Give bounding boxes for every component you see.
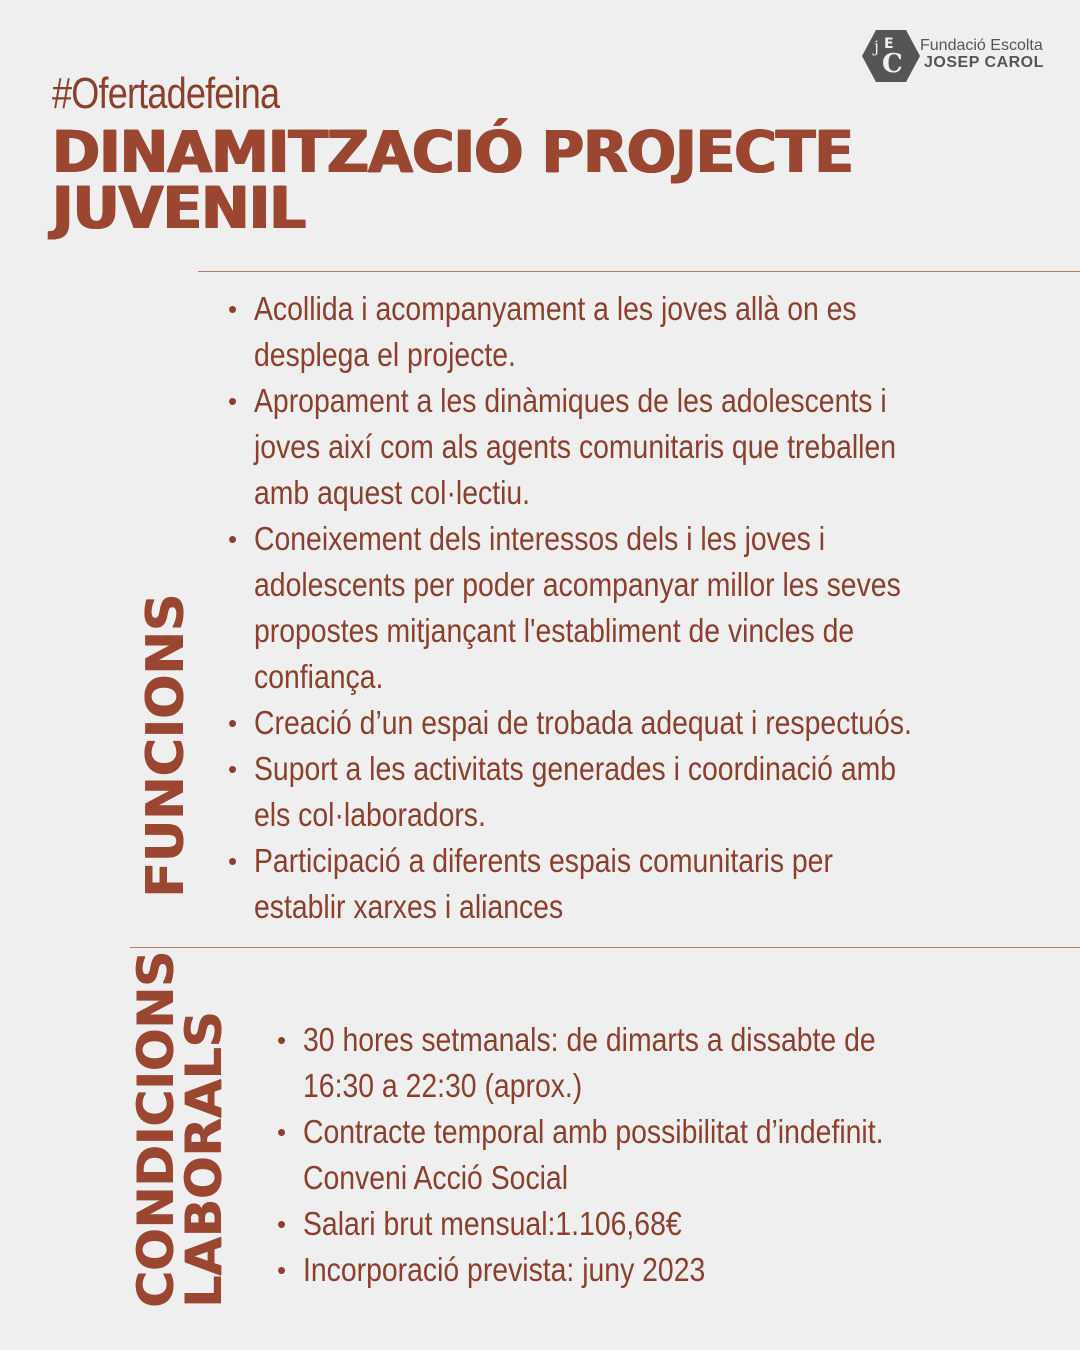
- list-item-line: Participació a diferents espais comunitaris per: [254, 842, 833, 879]
- funcions-list: [228, 286, 1048, 930]
- condicions-label: [127, 951, 233, 1308]
- jec-logo-icon: [862, 28, 920, 84]
- list-item: [228, 378, 1048, 516]
- list-item-line: Suport a les activitats generades i coordinació amb: [254, 750, 897, 787]
- list-item-line: Acollida i acompanyament a les joves allà on es: [254, 290, 857, 327]
- title-line1: DINAMITZACIÓ PROJECTE: [52, 118, 854, 186]
- funcions-label: FUNCIONS: [136, 594, 196, 898]
- list-item-line: Creació d’un espai de trobada adequat i respectuós.: [254, 704, 912, 741]
- list-item-line: Conveni Acció Social: [303, 1159, 569, 1196]
- list-item: [228, 286, 1048, 378]
- list-item-line: Coneixement dels interessos dels i les joves i: [254, 520, 826, 557]
- foundation-logo: [862, 28, 1052, 88]
- list-item-line: Salari brut mensual:1.106,68€: [303, 1205, 682, 1242]
- list-item: [277, 1247, 1057, 1293]
- list-item-line: joves així com als agents comunitaris que treballen: [254, 428, 897, 465]
- middle-divider: [130, 947, 1080, 948]
- svg-text:E: E: [884, 36, 894, 52]
- condicions-list: [277, 1017, 1057, 1293]
- list-item-line: Contracte temporal amb possibilitat d’indefinit.: [303, 1113, 884, 1150]
- logo-line1: Fundació Escolta: [920, 37, 1043, 54]
- list-item-line: 30 hores setmanals: de dimarts a dissabte de: [303, 1021, 876, 1058]
- page-title: [52, 118, 952, 242]
- list-item: [277, 1201, 1057, 1247]
- condicions-label-line1: CONDICIONS: [127, 951, 185, 1308]
- list-item-line: els col·laboradors.: [254, 796, 486, 833]
- list-item-line: amb aquest col·lectiu.: [254, 474, 531, 511]
- list-item: [228, 746, 1048, 838]
- list-item: [228, 700, 1048, 746]
- list-item-line: propostes mitjançant l'establiment de vincles de: [254, 612, 855, 649]
- list-item: [277, 1017, 1057, 1109]
- list-item-line: confiança.: [254, 658, 384, 695]
- svg-text:C: C: [882, 49, 903, 79]
- list-item-line: adolescents per poder acompanyar millor les seves: [254, 566, 901, 603]
- list-item-line: desplega el projecte.: [254, 336, 516, 373]
- list-item: [228, 838, 1048, 930]
- list-item: [277, 1109, 1057, 1201]
- condicions-label-line2: LABORALS: [175, 1011, 233, 1308]
- top-divider: [198, 271, 1080, 272]
- list-item-line: Apropament a les dinàmiques de les adolescents i: [254, 382, 887, 419]
- hashtag: #Ofertadefeina: [52, 69, 280, 118]
- list-item-line: establir xarxes i aliances: [254, 888, 564, 925]
- list-item-line: 16:30 a 22:30 (aprox.): [303, 1067, 583, 1104]
- list-item: [228, 516, 1048, 700]
- list-item-line: Incorporació prevista: juny 2023: [303, 1251, 706, 1288]
- logo-line2: JOSEP CAROL: [924, 54, 1044, 71]
- svg-text:j: j: [874, 37, 879, 56]
- title-line2: JUVENIL: [52, 174, 306, 242]
